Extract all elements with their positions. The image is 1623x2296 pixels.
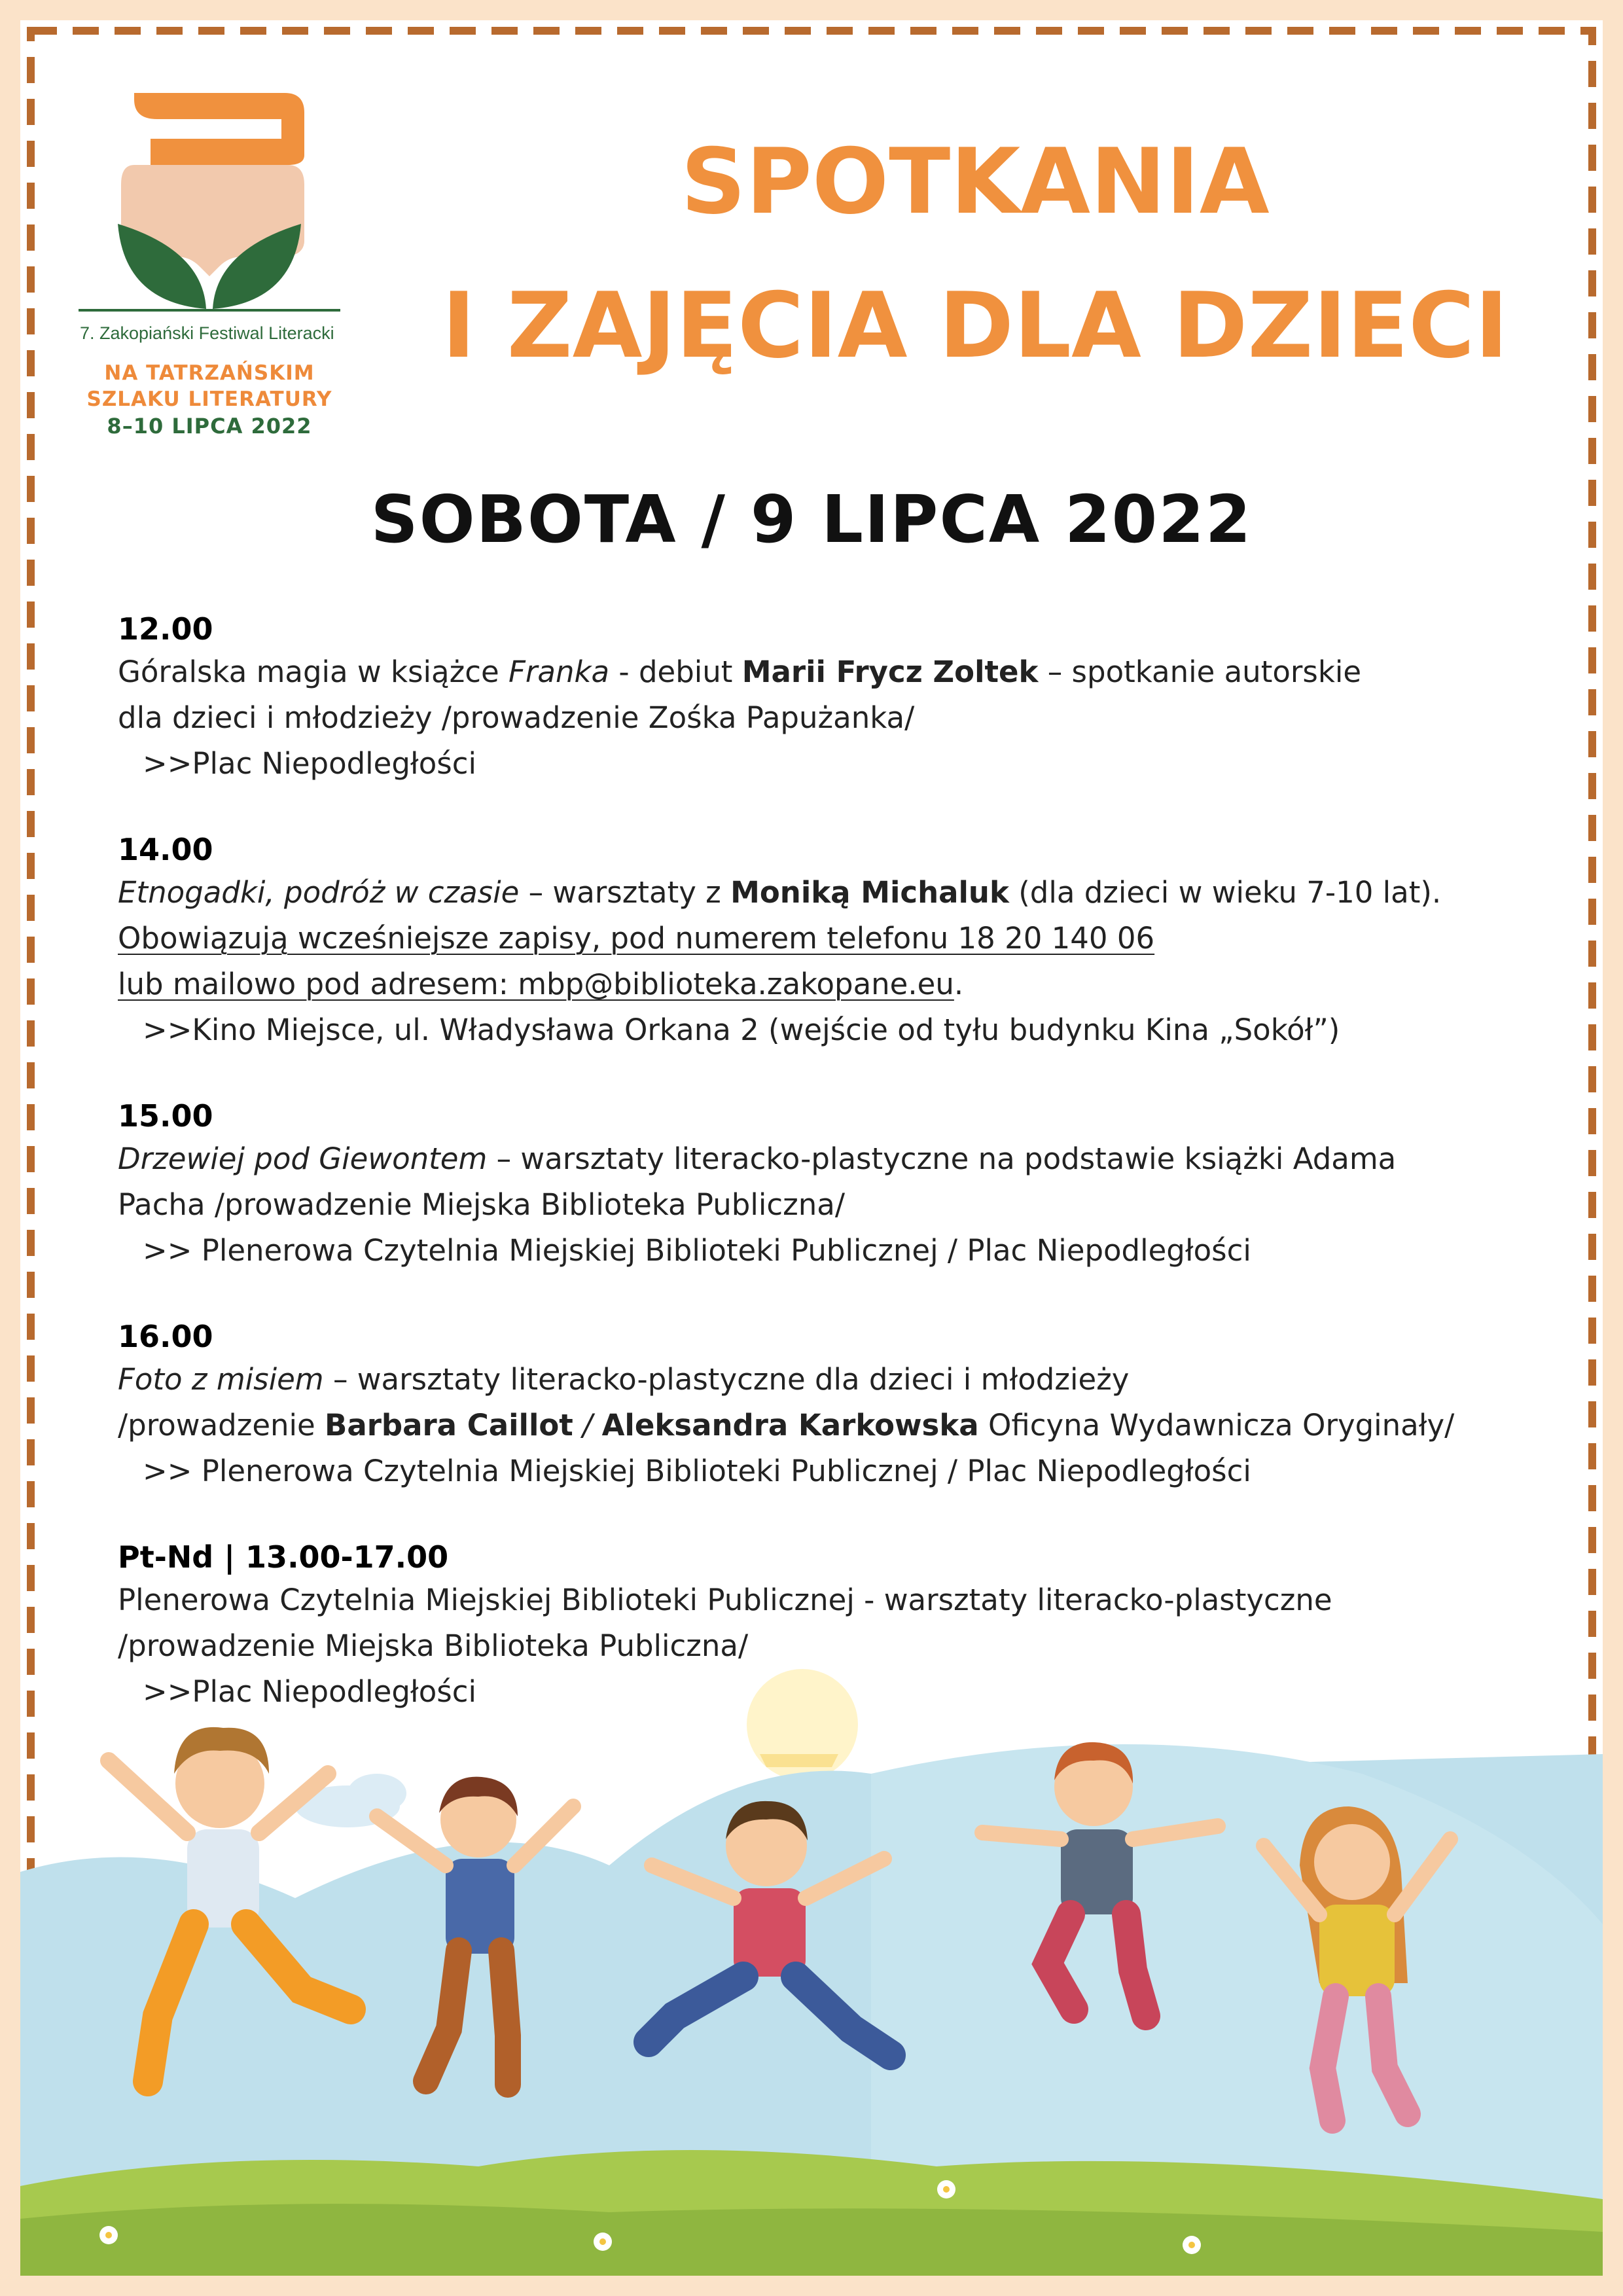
day-heading: SOBOTA / 9 LIPCA 2022 [370,481,1253,558]
event-time: 12.00 [118,611,213,647]
logo-line-2: SZLAKU LITERATURY [86,387,332,411]
event-item [118,1316,1525,1494]
event-text: (dla dzieci w wieku 7-10 lat). [1008,875,1442,910]
event-item [118,1096,1525,1274]
event-description [118,870,1525,916]
event-title: Franka [508,655,610,689]
event-description [118,649,1525,695]
event-location: >> Plenerowa Czytelnia Miejskiej Biblioteki Publicznej / Plac Niepodległości [143,1233,1251,1268]
event-description-line: /prowadzenie Miejska Biblioteka Publiczna/ [118,1628,749,1663]
event-host: Barbara Caillot [325,1408,573,1443]
event-time: Pt-Nd | 13.00-17.00 [118,1539,449,1575]
event-title: Drzewiej pod Giewontem [118,1141,488,1176]
event-host: Aleksandra Karkowska [601,1408,979,1443]
event-text: – spotkanie autorskie [1038,655,1362,689]
event-author: Moniką Michaluk [730,875,1009,910]
festival-logo [72,80,347,439]
event-title: Etnogadki, podróż w czasie [118,875,520,910]
registration-info [118,916,1525,961]
jumping-children-illustration [20,1558,1603,2276]
event-location: >>Plac Niepodległości [143,1674,476,1709]
registration-email-line [118,961,1525,1007]
event-author: Marii Frycz Zoltek [741,655,1039,689]
event-hosts [118,1403,1525,1448]
title-line-1: SPOTKANIA [681,129,1270,234]
event-text: /prowadzenie [118,1408,325,1443]
event-time: 14.00 [118,832,213,867]
registration-phone: Obowiązują wcześniejsze zapisy, pod numerem telefonu 18 20 140 06 [118,921,1155,956]
event-text: Oficyna Wydawnicza Oryginały/ [978,1408,1455,1443]
event-text: – warsztaty z [519,875,731,910]
event-description-line: dla dzieci i młodzieży /prowadzenie Zośka Papużanka/ [118,700,915,735]
event-text: - debiut [609,655,742,689]
event-text: Góralska magia w książce [118,655,508,689]
event-item [118,829,1525,1053]
event-description-line: Pacha /prowadzenie Miejska Biblioteka Publiczna/ [118,1187,845,1222]
event-text: / [573,1408,602,1443]
event-location: >> Plenerowa Czytelnia Miejskiej Biblioteki Publicznej / Plac Niepodległości [143,1454,1251,1488]
event-description: Plenerowa Czytelnia Miejskiej Biblioteki Publicznej - warsztaty literacko-plastyczne [118,1583,1332,1617]
event-description [118,1136,1525,1182]
event-location: >>Plac Niepodległości [143,746,476,781]
logo-dates: 8–10 LIPCA 2022 [107,414,312,439]
event-title: Foto z misiem [118,1362,324,1397]
event-item [118,609,1525,787]
poster-title [425,110,1525,398]
book-flower-logo-icon [72,80,347,315]
event-time: 15.00 [118,1098,213,1134]
event-location: >>Kino Miejsce, ul. Władysława Orkana 2 (wejście od tyłu budynku Kina „Sokół”) [143,1013,1340,1047]
event-description [118,1357,1525,1403]
event-text: – warsztaty literacko-plastyczne na podstawie książki Adama [487,1141,1397,1176]
logo-line-1: NA TATRZAŃSKIM [104,361,315,385]
event-text: . [954,967,964,1001]
event-text: – warsztaty literacko-plastyczne dla dzieci i młodzieży [323,1362,1130,1397]
event-time: 16.00 [118,1319,213,1354]
festival-name: 7. Zakopiański Festiwal Literacki [80,323,334,343]
title-line-2: I ZAJĘCIA DLA DZIECI [442,273,1508,378]
registration-email-link[interactable]: lub mailowo pod adresem: mbp@biblioteka.zakopane.eu [118,967,954,1001]
